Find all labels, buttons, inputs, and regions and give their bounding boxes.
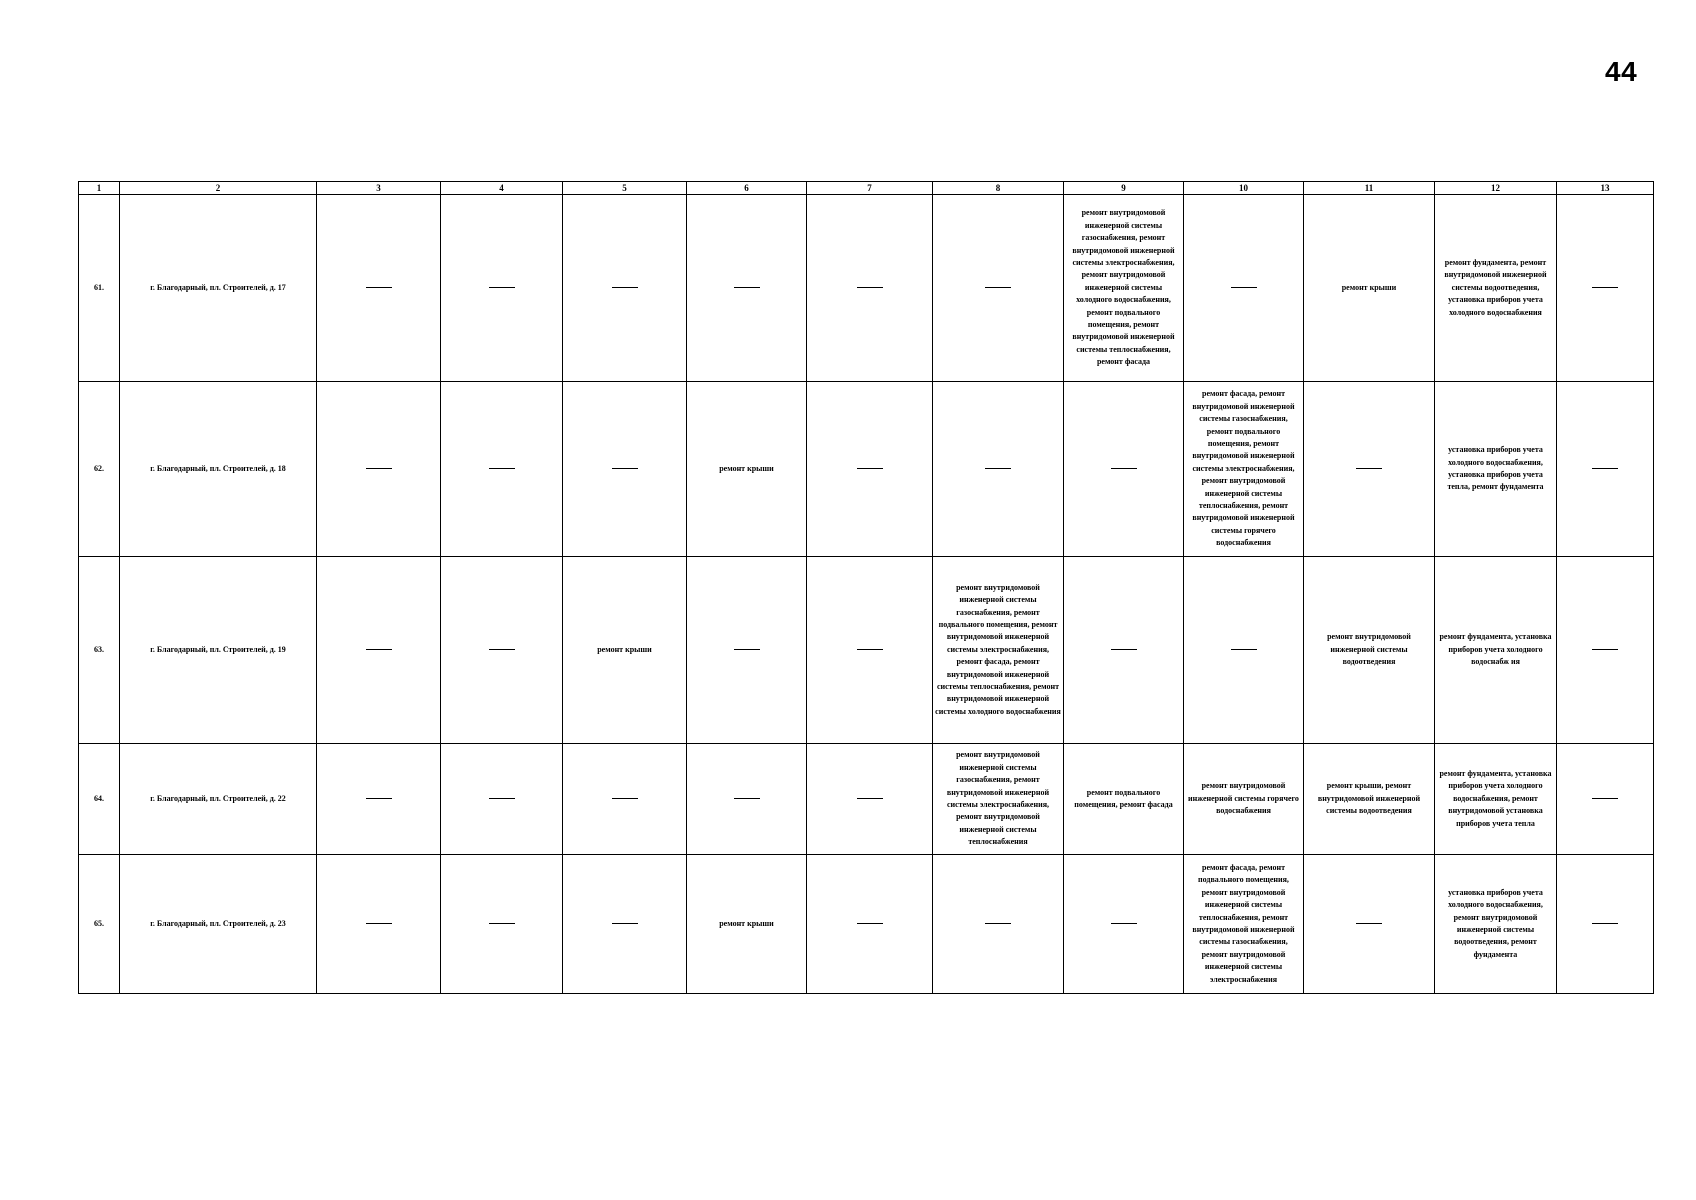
table-cell — [1064, 382, 1184, 557]
dash-mark — [1111, 923, 1137, 924]
table-cell — [563, 744, 687, 855]
dash-mark — [366, 287, 392, 288]
dash-mark — [366, 923, 392, 924]
dash-mark — [1231, 649, 1257, 650]
table-cell — [317, 195, 441, 382]
table-cell — [807, 195, 933, 382]
dash-mark — [1592, 649, 1618, 650]
table-cell — [687, 557, 807, 744]
table-cell — [441, 855, 563, 994]
dash-mark — [985, 923, 1011, 924]
table-cell — [687, 744, 807, 855]
table-cell: ремонт фасада, ремонт внутридомовой инженерной системы газоснабжения, ремонт подвального помещения, ремонт внутридомовой инженерной системы электроснабжения, ремонт внутридомовой инженерной системы теплоснабжения, ремонт внутридомовой инженерной системы горячего водоснабжения — [1184, 382, 1304, 557]
dash-mark — [1592, 468, 1618, 469]
table-cell: ремонт крыши — [563, 557, 687, 744]
table-cell — [933, 382, 1064, 557]
column-header: 2 — [120, 182, 317, 195]
dash-mark — [857, 287, 883, 288]
address-cell: г. Благодарный, пл. Строителей, д. 19 — [120, 557, 317, 744]
table-cell: ремонт внутридомовой инженерной системы газоснабжения, ремонт внутридомовой инженерной системы электроснабжения, ремонт внутридомовой инженерной системы теплоснабжения — [933, 744, 1064, 855]
page-number: 44 — [1605, 56, 1638, 87]
table-cell — [317, 382, 441, 557]
dash-mark — [1231, 287, 1257, 288]
table-cell — [807, 744, 933, 855]
table-cell: ремонт подвального помещения, ремонт фасада — [1064, 744, 1184, 855]
table-cell: ремонт внутридомовой инженерной системы водоотведения — [1304, 557, 1435, 744]
table-cell — [1184, 557, 1304, 744]
column-header: 11 — [1304, 182, 1435, 195]
table-cell — [1304, 382, 1435, 557]
dash-mark — [857, 649, 883, 650]
table-cell — [317, 855, 441, 994]
row-number: 62. — [79, 382, 120, 557]
table-cell — [1064, 557, 1184, 744]
dash-mark — [612, 923, 638, 924]
column-header: 5 — [563, 182, 687, 195]
table-cell: установка приборов учета холодного водоснабжения, установка приборов учета тепла, ремонт фундамента — [1435, 382, 1557, 557]
dash-mark — [366, 649, 392, 650]
table-row — [79, 744, 1654, 855]
dash-mark — [857, 468, 883, 469]
repair-schedule-table — [78, 181, 1654, 994]
table-cell: ремонт фундамента, установка приборов учета холодного водоснабж ия — [1435, 557, 1557, 744]
address-cell: г. Благодарный, пл. Строителей, д. 18 — [120, 382, 317, 557]
dash-mark — [1111, 649, 1137, 650]
dash-mark — [1592, 798, 1618, 799]
dash-mark — [489, 798, 515, 799]
dash-mark — [857, 923, 883, 924]
table-cell — [563, 195, 687, 382]
table-cell: ремонт внутридомовой инженерной системы газоснабжения, ремонт подвального помещения, ремонт внутридомовой инженерной системы электроснабжения, ремонт фасада, ремонт внутридомовой инженерной системы теплоснабжения, ремонт внутридомовой инженерной системы холодного водоснабжения — [933, 557, 1064, 744]
column-header: 9 — [1064, 182, 1184, 195]
column-header: 7 — [807, 182, 933, 195]
dash-mark — [612, 287, 638, 288]
address-cell: г. Благодарный, пл. Строителей, д. 23 — [120, 855, 317, 994]
table-cell: ремонт крыши, ремонт внутридомовой инженерной системы водоотведения — [1304, 744, 1435, 855]
table-cell: установка приборов учета холодного водоснабжения, ремонт внутридомовой инженерной системы водоотведения, ремонт фундамента — [1435, 855, 1557, 994]
table-cell — [1064, 855, 1184, 994]
table-cell: ремонт фундамента, ремонт внутридомовой инженерной системы водоотведения, установка приборов учета холодного водоснабжения — [1435, 195, 1557, 382]
column-header: 13 — [1557, 182, 1654, 195]
dash-mark — [612, 468, 638, 469]
dash-mark — [1356, 923, 1382, 924]
dash-mark — [489, 468, 515, 469]
table-row — [79, 855, 1654, 994]
column-header: 8 — [933, 182, 1064, 195]
table-cell: ремонт крыши — [687, 382, 807, 557]
dash-mark — [857, 798, 883, 799]
table-cell: ремонт внутридомовой инженерной системы газоснабжения, ремонт внутридомовой инженерной системы электроснабжения, ремонт внутридомовой инженерной системы холодного водоснабжения, ремонт подвального помещения, ремонт внутридомовой инженерной системы теплоснабжения, ремонт фасада — [1064, 195, 1184, 382]
table-cell — [1557, 382, 1654, 557]
table-cell — [563, 382, 687, 557]
dash-mark — [366, 798, 392, 799]
table-cell — [317, 744, 441, 855]
row-number: 63. — [79, 557, 120, 744]
row-number: 61. — [79, 195, 120, 382]
table-cell: ремонт внутридомовой инженерной системы горячего водоснабжения — [1184, 744, 1304, 855]
table-cell — [1304, 855, 1435, 994]
table-cell — [441, 744, 563, 855]
dash-mark — [985, 468, 1011, 469]
table-cell — [1557, 855, 1654, 994]
dash-mark — [1356, 468, 1382, 469]
column-header: 1 — [79, 182, 120, 195]
table-row — [79, 557, 1654, 744]
dash-mark — [612, 798, 638, 799]
dash-mark — [734, 287, 760, 288]
table-row — [79, 382, 1654, 557]
dash-mark — [366, 468, 392, 469]
table-cell — [1557, 557, 1654, 744]
table-cell — [807, 557, 933, 744]
column-header: 4 — [441, 182, 563, 195]
address-cell: г. Благодарный, пл. Строителей, д. 17 — [120, 195, 317, 382]
row-number: 65. — [79, 855, 120, 994]
row-number: 64. — [79, 744, 120, 855]
dash-mark — [1592, 923, 1618, 924]
table-cell — [687, 195, 807, 382]
table-cell: ремонт крыши — [687, 855, 807, 994]
dash-mark — [1111, 468, 1137, 469]
table-cell — [441, 195, 563, 382]
dash-mark — [1592, 287, 1618, 288]
table-cell — [1557, 744, 1654, 855]
table-cell — [1184, 195, 1304, 382]
dash-mark — [489, 649, 515, 650]
table-cell — [563, 855, 687, 994]
column-header: 12 — [1435, 182, 1557, 195]
table-cell — [807, 855, 933, 994]
table-cell — [1557, 195, 1654, 382]
column-header: 3 — [317, 182, 441, 195]
table-cell: ремонт фундамента, установка приборов учета холодного водоснабжения, ремонт внутридомовой установка приборов учета тепла — [1435, 744, 1557, 855]
dash-mark — [489, 923, 515, 924]
dash-mark — [985, 287, 1011, 288]
table-cell: ремонт крыши — [1304, 195, 1435, 382]
address-cell: г. Благодарный, пл. Строителей, д. 22 — [120, 744, 317, 855]
column-header: 6 — [687, 182, 807, 195]
table-cell — [441, 382, 563, 557]
table-cell — [441, 557, 563, 744]
dash-mark — [734, 649, 760, 650]
header-row — [79, 182, 1654, 195]
table-cell — [933, 195, 1064, 382]
column-header: 10 — [1184, 182, 1304, 195]
table-cell — [933, 855, 1064, 994]
dash-mark — [489, 287, 515, 288]
table-cell — [317, 557, 441, 744]
table-row — [79, 195, 1654, 382]
dash-mark — [734, 798, 760, 799]
table-cell: ремонт фасада, ремонт подвального помещения, ремонт внутридомовой инженерной системы теплоснабжения, ремонт внутридомовой инженерной системы газоснабжения, ремонт внутридомовой инженерной системы электроснабжения — [1184, 855, 1304, 994]
table-cell — [807, 382, 933, 557]
